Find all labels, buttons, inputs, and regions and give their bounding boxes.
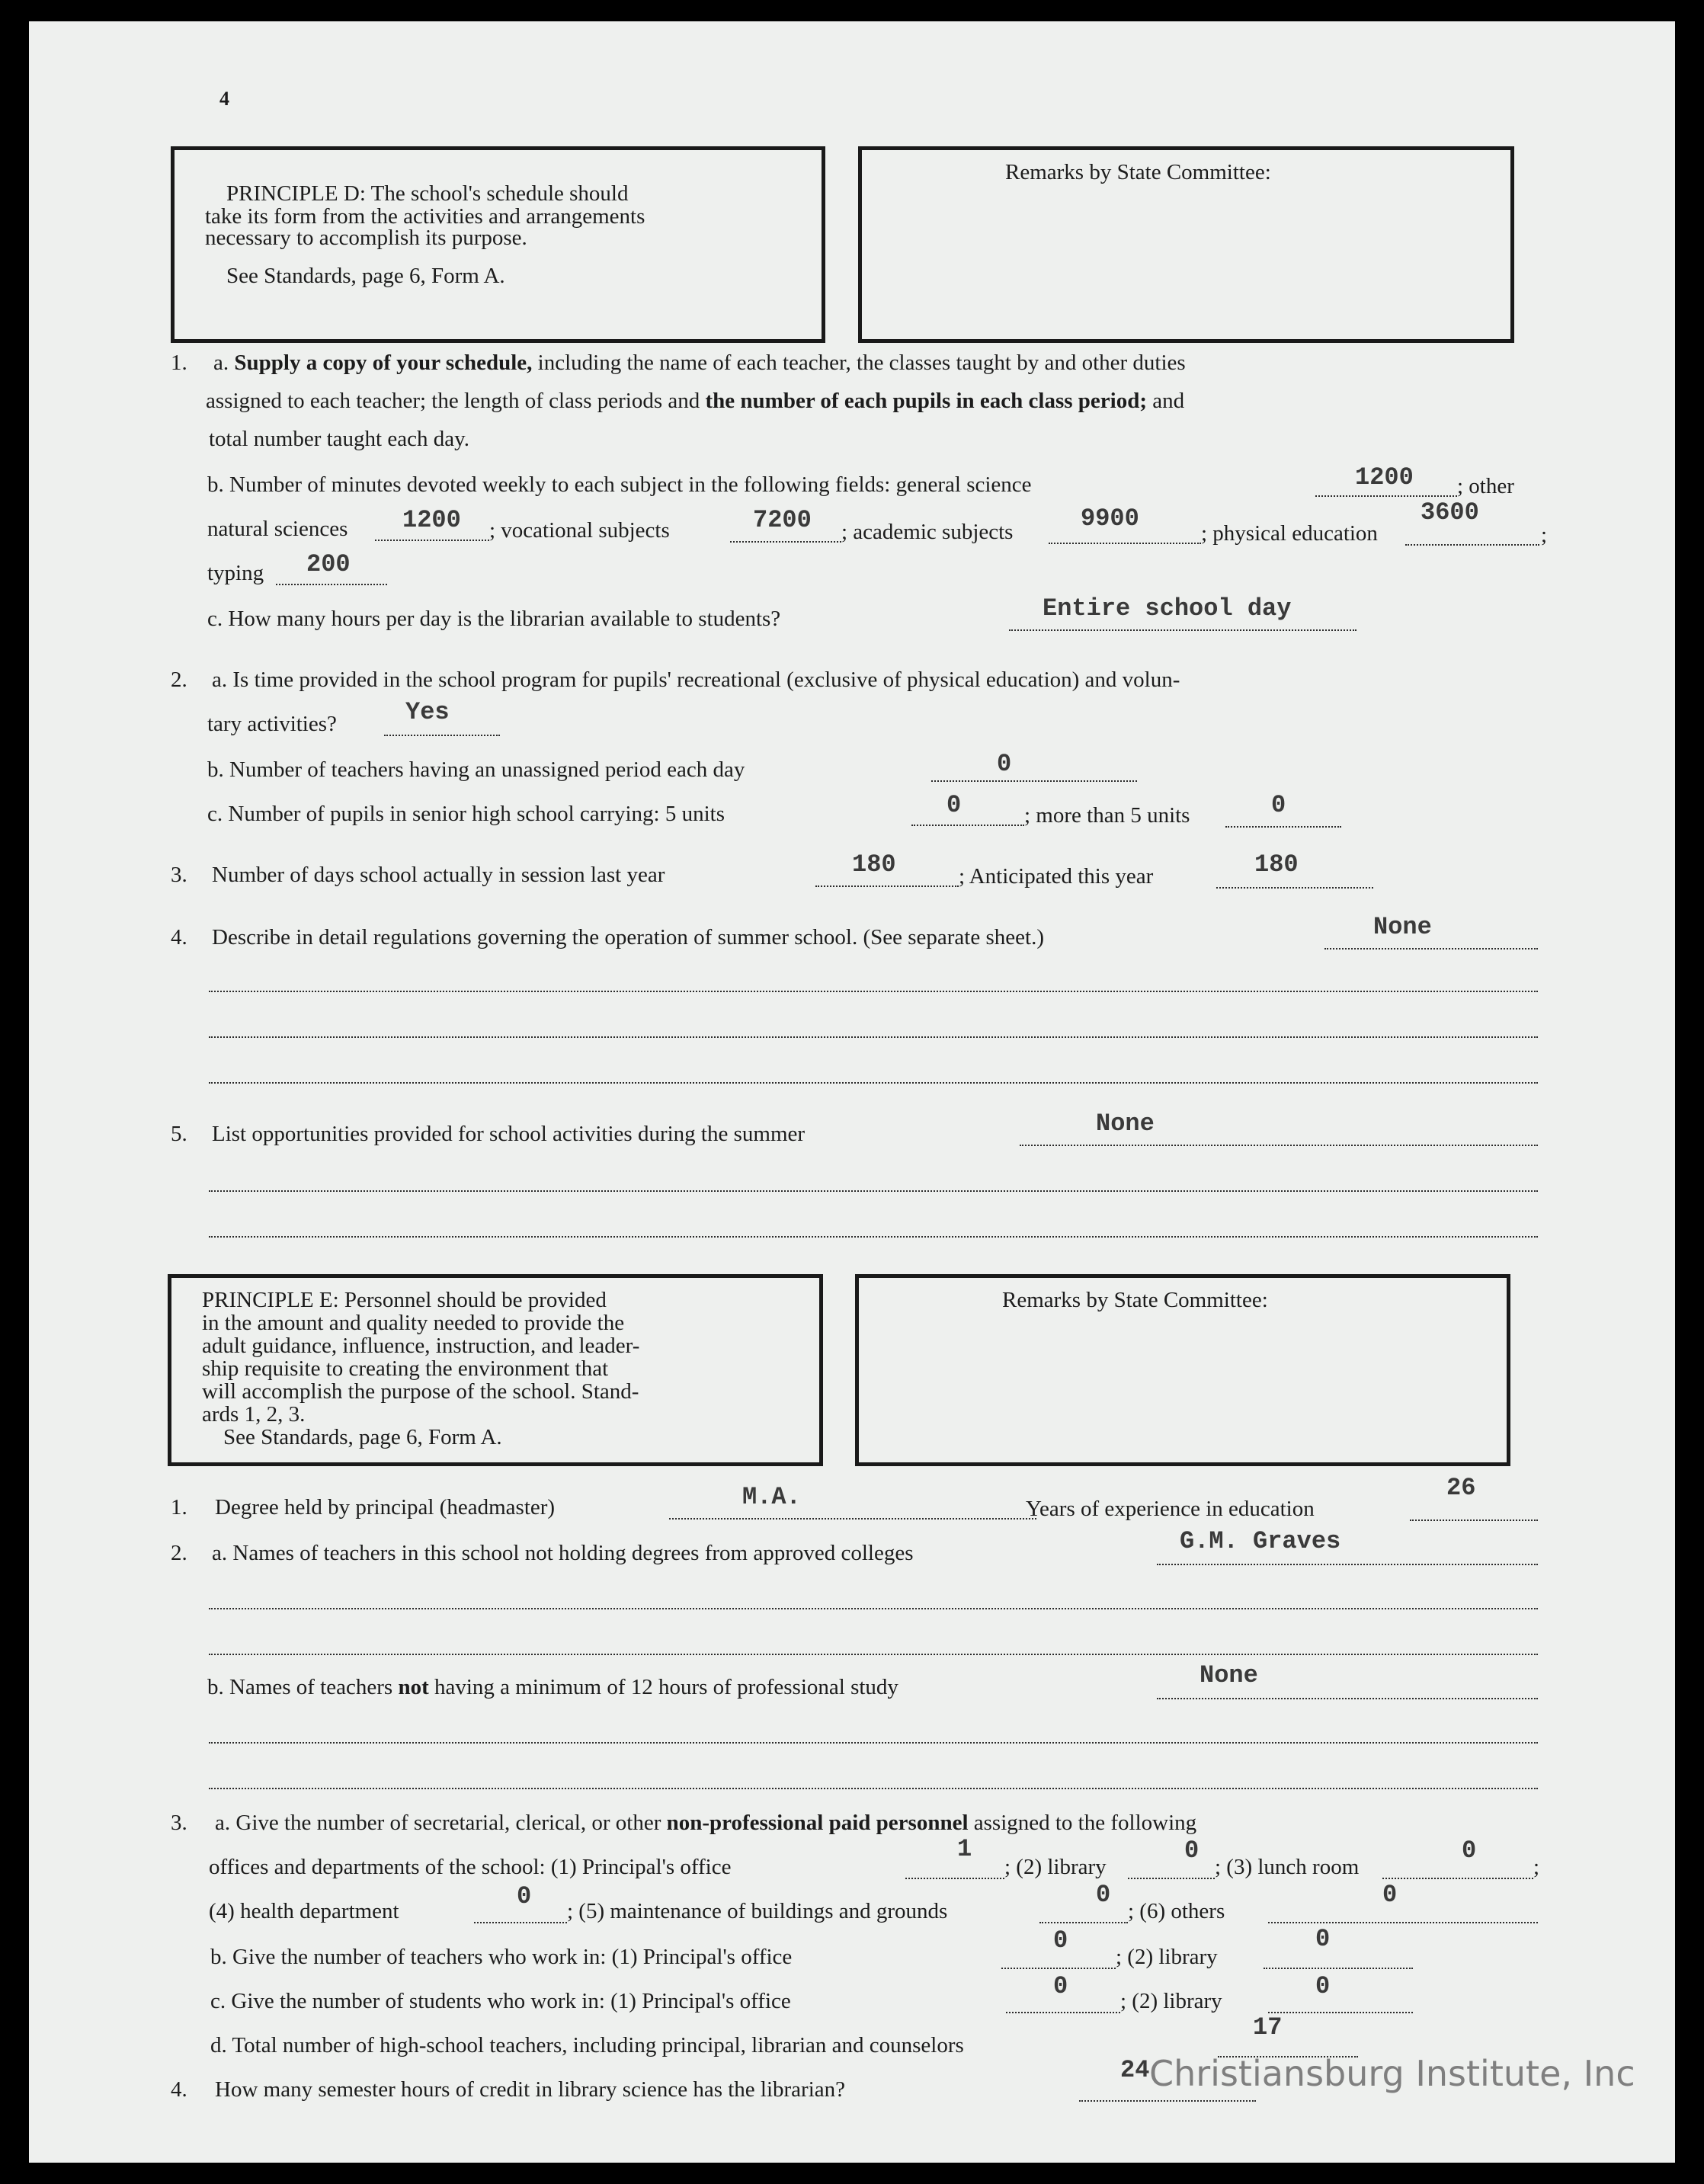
remarks-label-e: Remarks by State Committee: [1002, 1288, 1268, 1312]
q1b-line-1: b. Number of minutes devoted weekly to each subject in the following fields: general science [207, 472, 1032, 497]
recreational-answer: Yes [405, 698, 450, 726]
q4-number: 4. [171, 925, 187, 949]
principle-d-line-3: necessary to accomplish its purpose. [205, 226, 527, 250]
librarian-hours-answer: Entire school day [1043, 594, 1292, 623]
q1b-other-label: ; other [1457, 474, 1514, 498]
general-science-minutes: 1200 [1355, 463, 1414, 492]
summer-activities-answer: None [1096, 1110, 1155, 1138]
q3a-others-label: ; (6) others [1128, 1899, 1225, 1923]
q3b-library-label: ; (2) library [1116, 1945, 1218, 1969]
students-library: 0 [1315, 1972, 1331, 2000]
years-experience: 26 [1446, 1474, 1476, 1502]
q2b-label: b. Number of teachers having an unassigned period each day [207, 757, 745, 782]
principle-e-line-3: adult guidance, influence, instruction, and leader- [202, 1334, 640, 1358]
q5-number: 5. [171, 1122, 187, 1146]
degree-label: Degree held by principal (headmaster) [215, 1495, 556, 1520]
principle-e-see-standards: See Standards, page 6, Form A. [223, 1425, 502, 1449]
e-q2-number: 2. [171, 1541, 187, 1565]
q2a-unapproved-label: a. Names of teachers in this school not holding degrees from approved colleges [212, 1541, 914, 1565]
principle-e-line-2: in the amount and quality needed to provide the [202, 1311, 625, 1335]
library-credit-answer: 24 [1120, 2056, 1150, 2084]
academic-label: ; academic subjects [841, 520, 1014, 544]
professional-study-answer: None [1200, 1661, 1258, 1689]
q1a-line-1: a. Supply a copy of your schedule, including the name of each teacher, the classes taught by and other duties [213, 351, 1186, 375]
q3b-label: b. Give the number of teachers who work in: (1) Principal's office [210, 1945, 793, 1969]
summer-school-answer: None [1373, 913, 1432, 941]
library-personnel: 0 [1184, 1837, 1200, 1865]
vocational-label: ; vocational subjects [489, 518, 670, 543]
typing-label: typing [207, 561, 264, 585]
q2b-professional-label: b. Names of teachers not having a minimum of 12 hours of professional study [207, 1675, 898, 1699]
principle-d-box [171, 146, 825, 343]
principle-e-line-6: ards 1, 2, 3. [202, 1402, 306, 1427]
natural-sciences-label: natural sciences [207, 517, 348, 541]
remarks-box-d [858, 146, 1514, 343]
principal-degree: M.A. [742, 1483, 801, 1511]
unassigned-teachers-answer: 0 [997, 750, 1012, 778]
vocational-minutes: 7200 [753, 506, 812, 534]
q1c-label: c. How many hours per day is the librarian available to students? [207, 607, 781, 631]
teachers-principal-office: 0 [1053, 1926, 1068, 1955]
q3d-label: d. Total number of high-school teachers, including principal, librarian and counselors [210, 2033, 964, 2058]
q3a-maintenance-label: ; (5) maintenance of buildings and grounds [567, 1899, 948, 1923]
physical-semicolon: ; [1541, 523, 1548, 547]
principle-d-line-1: PRINCIPLE D: The school's schedule should [226, 181, 629, 206]
teachers-library: 0 [1315, 1925, 1331, 1953]
days-anticipated: 180 [1254, 850, 1299, 879]
q3-label: Number of days school actually in session last year [212, 863, 665, 887]
library-credit-label: How many semester hours of credit in library science has the librarian? [215, 2077, 846, 2102]
principle-d-line-2: take its form from the activities and arrangements [205, 204, 645, 229]
remarks-label: Remarks by State Committee: [1005, 160, 1271, 184]
q3a-line-1: a. Give the number of secretarial, clerical, or other non-professional paid personnel assigned to the following [215, 1811, 1197, 1835]
principal-office-personnel: 1 [957, 1835, 972, 1863]
principle-e-line-1: PRINCIPLE E: Personnel should be provided [202, 1288, 607, 1312]
principle-e-box [168, 1274, 823, 1466]
form-page [29, 21, 1675, 2163]
q3a-lunch-label: ; (3) lunch room [1215, 1855, 1360, 1879]
natural-sciences-minutes: 1200 [402, 506, 461, 534]
principle-d-see-standards: See Standards, page 6, Form A. [226, 264, 505, 288]
principle-e-line-4: ship requisite to creating the environment that [202, 1356, 609, 1381]
more-than-label: ; more than 5 units [1024, 803, 1190, 828]
principle-e-line-5: will accomplish the purpose of the school. Stand- [202, 1379, 639, 1404]
q3a-line-3a: (4) health department [209, 1899, 399, 1923]
e-q3-number: 3. [171, 1811, 187, 1835]
e-q1-number: 1. [171, 1495, 187, 1520]
academic-minutes: 9900 [1081, 504, 1139, 533]
lunch-room-personnel: 0 [1462, 1837, 1477, 1865]
years-experience-label: Years of experience in education [1026, 1497, 1315, 1521]
total-teachers-answer: 17 [1253, 2013, 1283, 2041]
q1a-line-2: assigned to each teacher; the length of class periods and the number of each pupils in each class period; and [206, 389, 1185, 413]
q2c-label: c. Number of pupils in senior high school carrying: 5 units [207, 802, 725, 826]
maintenance-personnel: 0 [1096, 1881, 1111, 1909]
students-principal-office: 0 [1053, 1972, 1068, 2000]
q5-label: List opportunities provided for school activities during the summer [212, 1122, 806, 1146]
q2-number: 2. [171, 668, 187, 692]
page-number: 4 [219, 88, 229, 110]
q2a-line-2: tary activities? [207, 712, 337, 736]
five-units-answer: 0 [946, 791, 962, 819]
q1-number: 1. [171, 351, 187, 375]
more-than-five-answer: 0 [1271, 791, 1286, 819]
q3-number: 3. [171, 863, 187, 887]
anticipated-label: ; Anticipated this year [959, 864, 1154, 889]
q1a-line-3: total number taught each day. [209, 427, 469, 451]
health-personnel: 0 [517, 1882, 532, 1910]
remarks-box-e [855, 1274, 1510, 1466]
e-q4-number: 4. [171, 2077, 187, 2102]
others-personnel: 0 [1382, 1881, 1398, 1909]
q3a-library-label: ; (2) library [1004, 1855, 1107, 1879]
physical-education-minutes: 3600 [1421, 498, 1479, 527]
q3a-line-2a: offices and departments of the school: (1) Principal's office [209, 1855, 732, 1879]
physical-education-label: ; physical education [1201, 521, 1378, 546]
watermark: Christiansburg Institute, Inc [1149, 2053, 1635, 2094]
q3c-library-label: ; (2) library [1120, 1989, 1222, 2013]
typing-minutes: 200 [306, 550, 351, 578]
days-last-year: 180 [852, 850, 896, 879]
unapproved-teachers-answer: G.M. Graves [1180, 1527, 1341, 1555]
q4-label: Describe in detail regulations governing the operation of summer school. (See separate sheet.) [212, 925, 1044, 949]
q2a-line-1: a. Is time provided in the school program for pupils' recreational (exclusive of physical education) and volun- [212, 668, 1180, 692]
q3c-label: c. Give the number of students who work in: (1) Principal's office [210, 1989, 791, 2013]
q3a-semicolon: ; [1533, 1855, 1540, 1879]
